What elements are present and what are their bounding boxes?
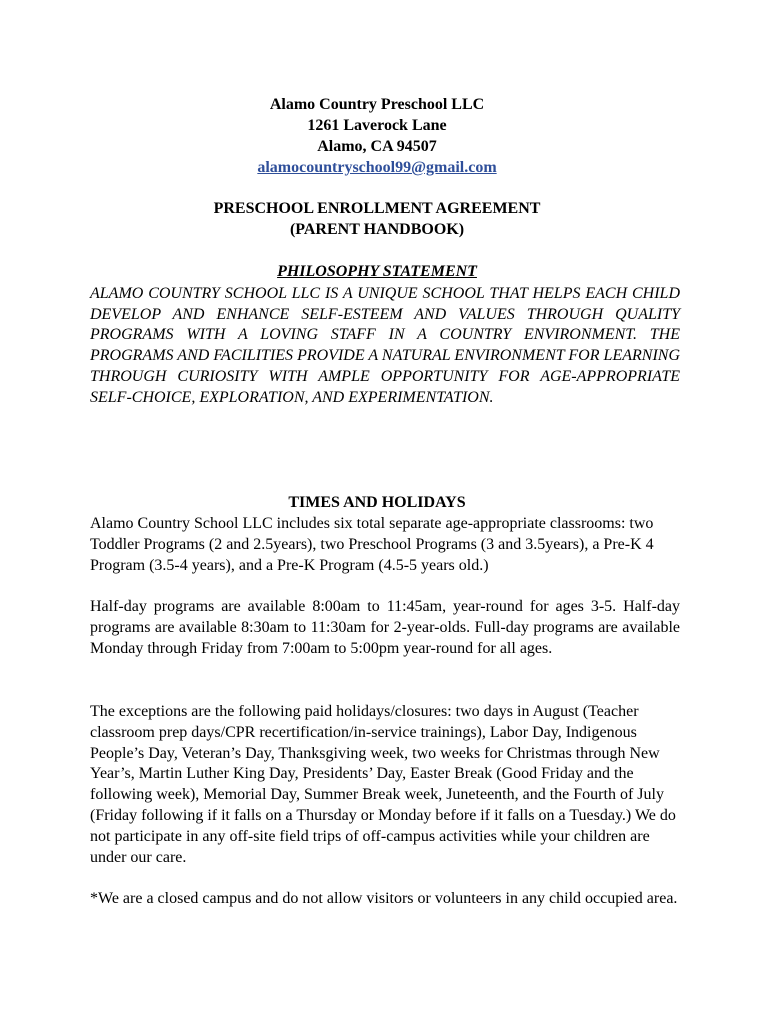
school-street: 1261 Laverock Lane [307, 117, 447, 134]
program-hours-paragraph: Half-day programs are available 8:00am to 11:45am, year-round for ages 3-5. Half-day programs are available 8:30am to 11:30am for 2-year-olds. Full-day programs are available Monday through Friday from 7:00am to 5:00pm year-round for all ages. [90, 598, 680, 657]
agreement-title-line1: PRESCHOOL ENROLLMENT AGREEMENT [213, 200, 541, 217]
holidays-paragraph: The exceptions are the following paid holidays/closures: two days in August (Teacher classroom prep days/CPR recertification/in-service trainings), Labor Day, Indigenous People’s Day, Veteran’s Day, Thanksgiving week, two weeks for Christmas through New Year’s, Martin Luther King Day, Presidents’ Day, Easter Break (Good Friday and the following week), Memorial Day, Summer Break week, Juneteenth, and the Fourth of July (Friday following if it falls on a Thursday or Monday before if it falls on a Tuesday.) We do not participate in any off-site field trips of off-campus activities while your children are under our care. [90, 703, 676, 866]
philosophy-heading: PHILOSOPHY STATEMENT [277, 263, 477, 280]
philosophy-body: ALAMO COUNTRY SCHOOL LLC IS A UNIQUE SCHOOL THAT HELPS EACH CHILD DEVELOP AND ENHANCE SELF-ESTEEM AND VALUES THROUGH QUALITY PROGRAMS WITH A LOVING STAFF IN A COUNTRY ENVIRONMENT. THE PROGRAMS AND FACILITIES PROVIDE A NATURAL ENVIRONMENT FOR LEARNING THROUGH CURIOSITY WITH AMPLE OPPORTUNITY FOR AGE-APPROPRIATE SELF-CHOICE, EXPLORATION, AND EXPERIMENTATION. [90, 285, 680, 406]
school-email-link[interactable]: alamocountryschool99@gmail.com [257, 159, 497, 176]
closed-campus-paragraph: *We are a closed campus and do not allow visitors or volunteers in any child occupied area. [90, 890, 678, 907]
school-city-state-zip: Alamo, CA 94507 [317, 138, 437, 155]
school-header [0, 94, 754, 178]
times-holidays-heading: TIMES AND HOLIDAYS [288, 494, 466, 511]
school-name: Alamo Country Preschool LLC [269, 96, 485, 113]
agreement-title-line2: (PARENT HANDBOOK) [289, 221, 465, 238]
agreement-title [0, 198, 754, 240]
classrooms-paragraph: Alamo Country School LLC includes six total separate age-appropriate classrooms: two Toddler Programs (2 and 2.5years), two Preschool Programs (3 and 3.5years), a Pre-K 4 Program (3.5-4 years), and a Pre-K Program (4.5-5 years old.) [90, 515, 654, 574]
